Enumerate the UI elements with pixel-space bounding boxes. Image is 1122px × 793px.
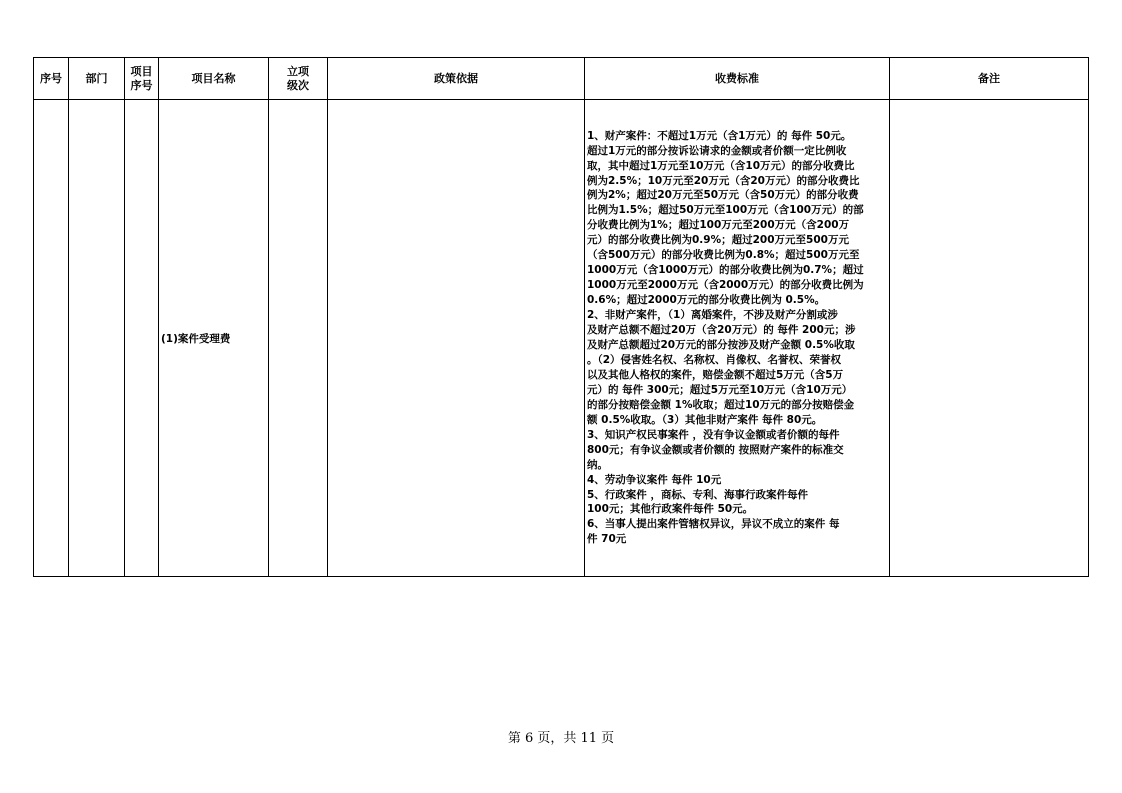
header-item-seq-line1: 项目: [130, 64, 153, 78]
fee-standard-line: 6、当事人提出案件管辖权异议，异议不成立的案件 每: [587, 518, 840, 531]
fee-standard-line: 5、行政案件 ，商标、专利、海事行政案件每件: [587, 488, 808, 501]
fee-standard-line: 3、知识产权民事案件 ，没有争议金额或者价额的每件: [587, 428, 840, 441]
fee-standard-line: 4、劳动争议案件 每件 10元: [587, 473, 722, 486]
cell-item-name: (1)案件受理费: [159, 100, 269, 577]
fee-standard-line: 0.6%；超过2000万元的部分收费比例为 0.5%。: [587, 294, 826, 307]
cell-dept: [69, 100, 125, 577]
fee-standard-line: 件 70元: [587, 533, 627, 546]
header-level-line1: 立项: [287, 64, 309, 78]
fee-standard-text: [587, 129, 885, 548]
cell-remark: [890, 100, 1089, 577]
header-item-name: 项目名称: [159, 58, 269, 100]
fee-standard-line: 分收费比例为1%；超过100万元至200万元（含200万: [587, 219, 850, 232]
cell-level: [269, 100, 328, 577]
header-policy: 政策依据: [328, 58, 585, 100]
header-standard: 收费标准: [585, 58, 890, 100]
header-item-seq: [125, 58, 159, 100]
cell-item-seq: [125, 100, 159, 577]
fee-standard-line: 。（2）侵害姓名权、名称权、肖像权、名誉权、荣誉权: [587, 353, 842, 366]
header-level: [269, 58, 328, 100]
cell-fee-standard: [585, 100, 890, 577]
fee-standard-line: 1000万元（含1000万元）的部分收费比例为0.7%；超过: [587, 264, 864, 277]
fee-standard-line: 比例为1.5%；超过50万元至100万元（含100万元）的部: [587, 204, 864, 217]
fee-standard-line: 1、财产案件：不超过1万元（含1万元）的 每件 50元。: [587, 129, 852, 142]
header-level-line2: 级次: [287, 78, 309, 92]
page-footer: 第 6 页，共 11 页: [507, 731, 615, 746]
fee-table: [33, 57, 1089, 577]
fee-standard-line: 的部分按赔偿金额 1%收取；超过10万元的部分按赔偿金: [587, 398, 855, 411]
fee-standard-line: 元）的部分收费比例为0.9%；超过200万元至500万元: [587, 234, 849, 247]
header-item-seq-line2: 序号: [130, 78, 153, 92]
fee-standard-line: 例为2.5%；10万元至20万元（含20万元）的部分收费比: [587, 174, 860, 187]
fee-standard-line: 及财产总额超过20万元的部分按涉及财产金额 0.5%收取: [587, 339, 855, 351]
fee-standard-line: 1000万元至2000万元（含2000万元）的部分收费比例为: [587, 279, 864, 292]
cell-seq: [34, 100, 69, 577]
fee-standard-line: 及财产总额不超过20万（含20万元）的 每件 200元；涉: [587, 324, 856, 337]
fee-standard-line: 超过1万元的部分按诉讼请求的金额或者价额一定比例收: [587, 144, 847, 157]
fee-standard-line: 100元；其他行政案件每件 50元。: [587, 503, 754, 516]
fee-standard-line: 以及其他人格权的案件，赔偿金额不超过5万元（含5万: [587, 368, 844, 381]
header-dept: 部门: [69, 58, 125, 100]
cell-policy: [328, 100, 585, 577]
fee-standard-line: 纳。: [587, 458, 608, 471]
table-row: [34, 100, 1089, 577]
fee-standard-line: 取，其中超过1万元至10万元（含10万元）的部分收费比: [587, 159, 855, 172]
fee-standard-line: 元）的 每件 300元；超过5万元至10万元（含10万元）: [587, 383, 853, 396]
fee-standard-line: 2、非财产案件，（1）离婚案件，不涉及财产分割或涉: [587, 309, 838, 322]
header-seq: 序号: [34, 58, 69, 100]
fee-standard-line: （含500万元）的部分收费比例为0.8%；超过500万元至: [587, 249, 860, 262]
header-row: [34, 58, 1089, 100]
header-remark: 备注: [890, 58, 1089, 100]
fee-standard-line: 800元；有争议金额或者价额的 按照财产案件的标准交: [587, 443, 844, 456]
fee-standard-line: 额 0.5%收取。（3）其他非财产案件 每件 80元。: [587, 413, 823, 426]
fee-standard-line: 例为2%；超过20万元至50万元（含50万元）的部分收费: [587, 189, 859, 202]
